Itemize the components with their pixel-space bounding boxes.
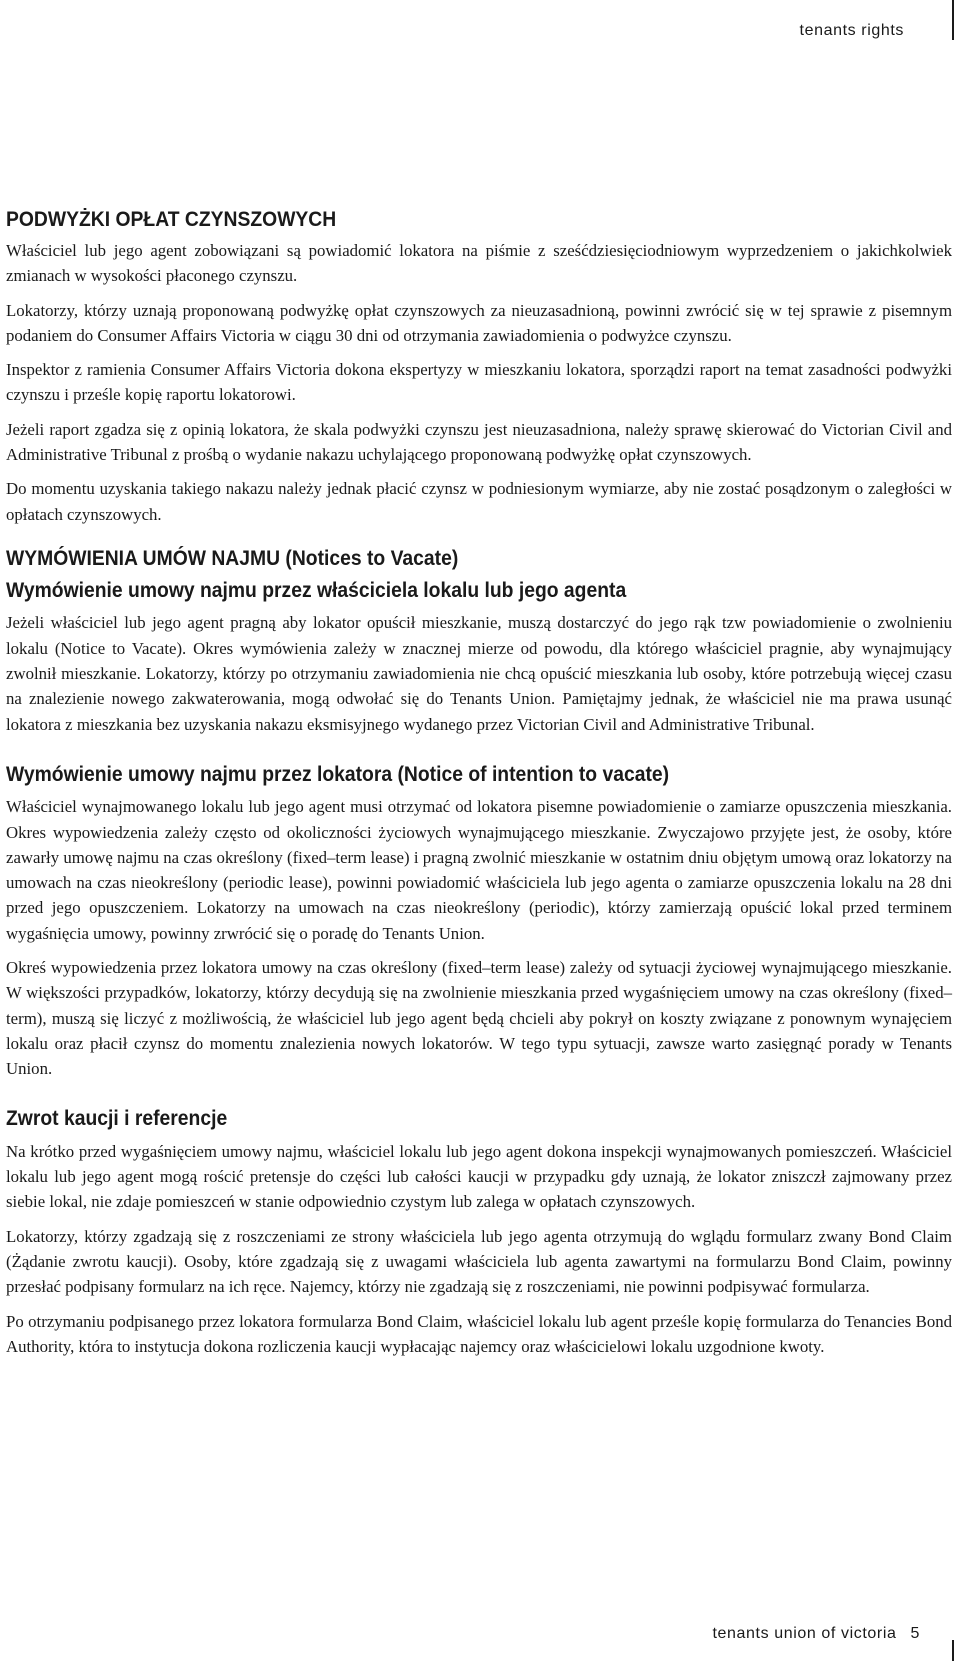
document-body <box>6 208 952 1368</box>
section-heading-notices-to-vacate: WYMÓWIENIA UMÓW NAJMU (Notices to Vacate) <box>6 546 459 570</box>
paragraph: Po otrzymaniu podpisanego przez lokatora formularza Bond Claim, właściciel lokalu lub agent prześle kopię formularza do Tenancies Bond Authority, która to instytucja dokona rozliczenia kaucji wypłacając najemcy oraz właścicielowi lokalu uzgodnione kwoty. <box>6 1311 952 1356</box>
paragraph: Do momentu uzyskania takiego nakazu należy jednak płacić czynsz w podniesionym wymiarze, aby nie zostać posądzonym o zaległości w opłatach czynszowych. <box>6 479 952 524</box>
paragraph: Inspektor z ramienia Consumer Affairs Victoria dokona ekspertyzy w mieszkaniu lokatora, sporządzi raport na temat zasadności podwyżki czynszu i prześle kopię raportu lokatorowi. <box>6 360 952 405</box>
paragraph: Właściciel wynajmowanego lokalu lub jego agent musi otrzymać od lokatora pisemne powiadomienie o zamiarze opuszczenia mieszkania. Okres wypowiedzenia zależy często od okoliczności życiowych wynajmującego mieszkanie. Zwyczajowo przyjęte jest, że osoby, które zawarły umowę najmu na czas określony (fixed–term lease) i pragną zwolnić mieszkanie w ostatnim dniu objętym umową oraz lokatorzy na umowach na czas nieokreślony (periodic lease), powinni powiadomić właściciela lub jego agenta o zamiarze opuszczenia lokalu na 28 dni przed jego opuszczeniem. Lokatorzy na umowach na czas nieokreślony (periodic), którzy zamierzają opuścić lokal przed terminem wygaśnięcia umowy, powinny zrwrócić się o poradę do Tenants Union. <box>6 797 952 943</box>
footer-rule <box>952 1640 954 1661</box>
footer-publisher: tenants union of victoria <box>712 1625 897 1642</box>
section-heading-rent-increases: PODWYŻKI OPŁAT CZYNSZOWYCH <box>6 208 337 231</box>
paragraph: Właściciel lub jego agent zobowiązani są powiadomić lokatora na piśmie z sześćdziesięciodniowym wyprzedzeniem o jakichkolwiek zmianach w wysokości płaconego czynszu. <box>6 241 952 286</box>
subheading-landlord-notice: Wymówienie umowy najmu przez właściciela lokalu lub jego agenta <box>6 579 627 603</box>
paragraph: Na krótko przed wygaśnięciem umowy najmu, właściciel lokalu lub jego agent dokona inspekcji wynajmowanych pomieszczeń. Właściciel lokalu lub jego agent mogą rościć pretensje do części lub całości kaucji w przypadku gdy uznają, że lokator zniszczł zajmowany przez siebie lokal, nie zdaje pomieszceń w stanie odpowiednio czystym lub zalega w opłatach czynszowych. <box>6 1141 952 1212</box>
page-number: 5 <box>910 1625 920 1642</box>
paragraph: Lokatorzy, którzy zgadzają się z roszczeniami ze strony właściciela lub jego agenta otrzymują do wglądu formularz zwany Bond Claim (Żądanie zwrotu kaucji). Osoby, które zgadzają się z uwagami właściciela lub agenta zawartymi na formularzu Bond Claim, powinny przesłać podpisany formularz na ich ręce. Najemcy, którzy nie zgadzają się z roszczeniami, nie powinni podpisywać formularza. <box>6 1226 952 1297</box>
paragraph: Jeżeli właściciel lub jego agent pragną aby lokator opuścił mieszkanie, muszą dostarczyć do jego rąk tzw powiadomienie o zwolnieniu lokalu (Notice to Vacate). Okres wymówienia zależy w znacznej mierze od powodu, dla którego właściciel pragnie, aby wynajmujący zwolnił mieszkanie. Lokatorzy, którzy po otrzymaniu zawiadomienia nie chcą opuścić mieszkania lub osoby, które potrzebują więcej czasu na znalezienie nowego zakwaterowania, mogą odwołać się do Tenants Union. Pamiętajmy jednak, że właściciel nie ma prawa usunąć lokatora z mieszkania bez uzyskania nakazu eksmisyjnego wydanego przez Victorian Civil and Administrative Tribunal. <box>6 613 952 734</box>
subheading-tenant-notice: Wymówienie umowy najmu przez lokatora (Notice of intention to vacate) <box>6 762 670 786</box>
paragraph: Okreś wypowiedzenia przez lokatora umowy na czas określony (fixed–term lease) zależy od sytuacji życiowej wynajmującego mieszkanie. W większości przypadków, lokatorzy, którzy decydują się na zwolnienie mieszkania przed wygaśnięciem umowy na czas określony (fixed–term), muszą się liczyć z możliwością, że właściciel lub jego agent będą chcieli aby pokrył on koszty związane z ponownym wynajęciem lokalu oraz płacił czynsz do momentu znalezienia nowych lokatorów. W tego typu sytuacji, zawsze warto zasięgnąć porady w Tenants Union. <box>6 957 952 1079</box>
paragraph: Lokatorzy, którzy uznają proponowaną podwyżkę opłat czynszowych za nieuzasadnioną, powinni zwrócić się w tej sprawie z pisemnym podaniem do Consumer Affairs Victoria w ciągu 30 dni od otrzymania zawiadomienia o podwyżce czynszu. <box>6 300 952 345</box>
running-head: tenants rights <box>799 22 904 39</box>
page-footer <box>713 1625 921 1643</box>
paragraph: Jeżeli raport zgadza się z opinią lokatora, że skala podwyżki czynszu jest nieuzasadniona, należy sprawę skierować do Victorian Civil and Administrative Tribunal z prośbą o wydanie nakazu uchylającego proponowaną podwyżkę opłat czynszowych. <box>6 419 952 465</box>
header-rule <box>952 0 954 40</box>
subheading-bond-refund: Zwrot kaucji i referencje <box>6 1107 228 1131</box>
